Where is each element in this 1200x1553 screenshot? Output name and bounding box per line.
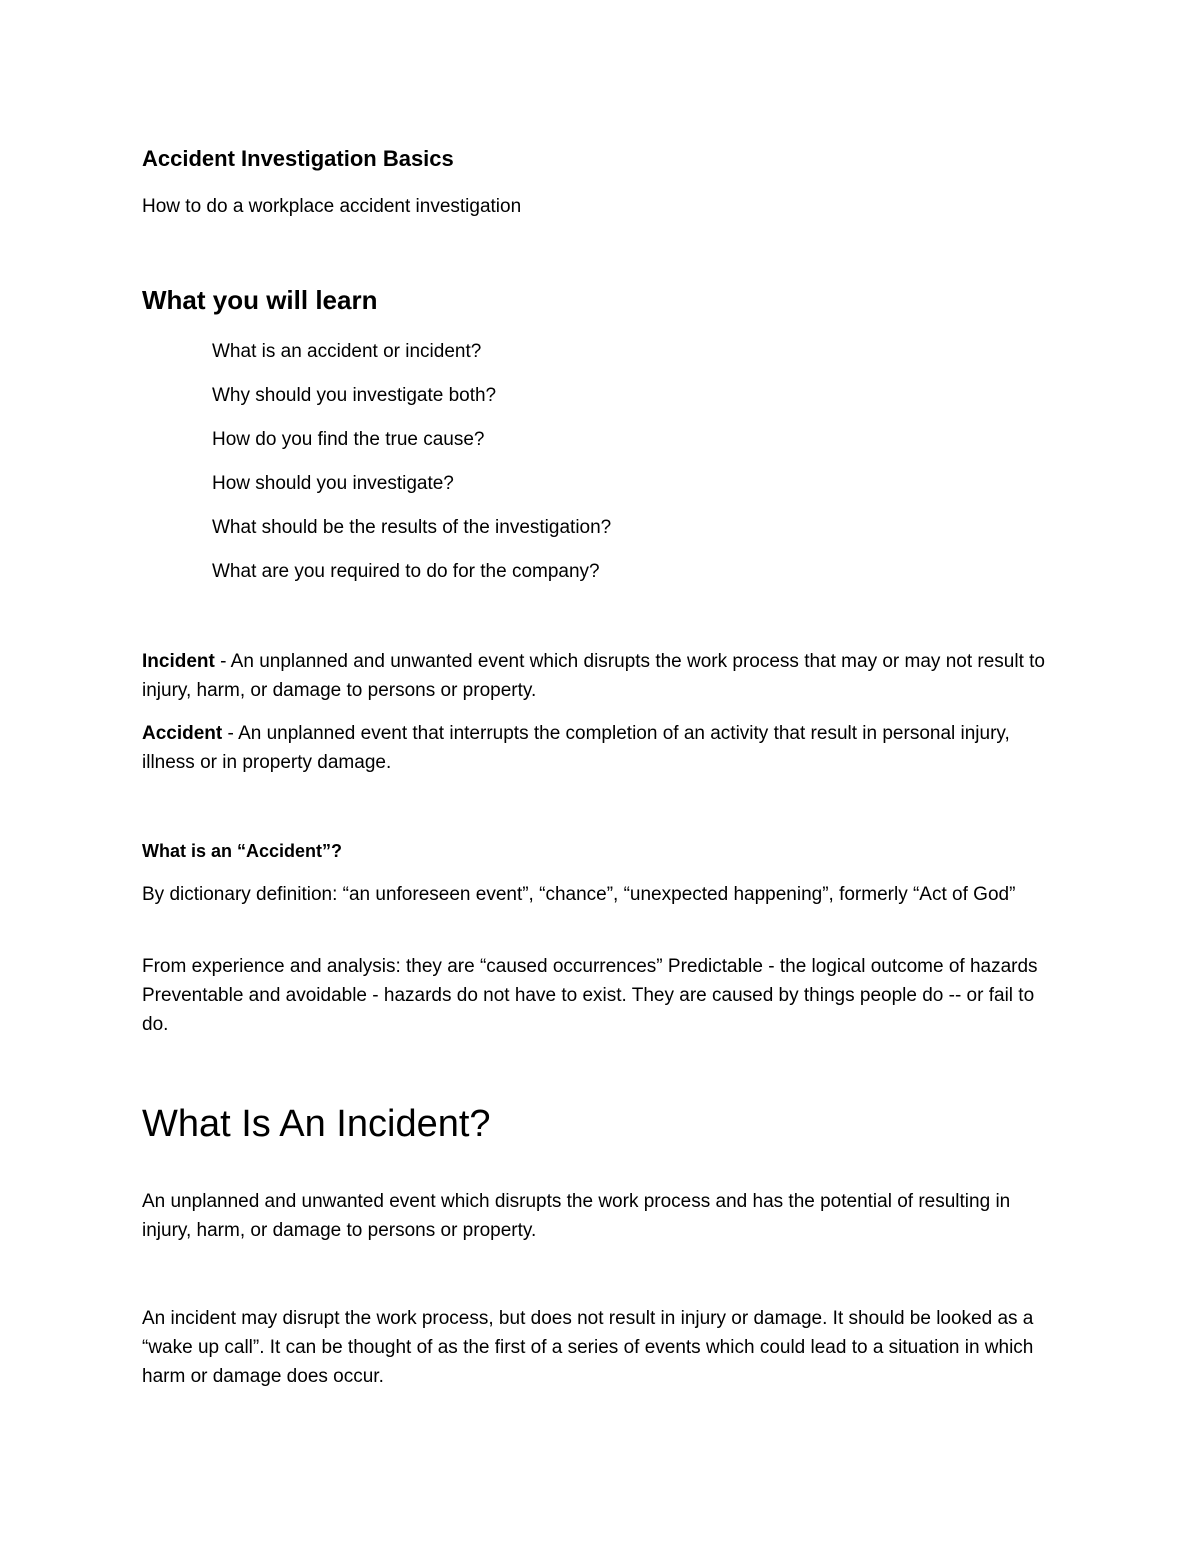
incident-definition-text: - An unplanned and unwanted event which disrupts the work process that may or may not result to injury, harm, or damage to persons or property. xyxy=(142,651,1045,701)
list-item: How do you find the true cause? xyxy=(212,429,485,450)
accident-definition-text: - An unplanned event that interrupts the completion of an activity that result in personal injury, illness or in property damage. xyxy=(142,723,1010,773)
incident-wake-up-paragraph: An incident may disrupt the work process, but does not result in injury or damage. It should be looked as a “wake up call”. It can be thought of as the first of a series of events which could lead to a situation in which harm or damage does occur. xyxy=(142,1308,1034,1387)
document-title: Accident Investigation Basics xyxy=(142,146,454,171)
list-item: How should you investigate? xyxy=(212,473,454,494)
accident-definition xyxy=(142,719,1062,777)
learn-heading: What you will learn xyxy=(142,285,378,315)
what-is-accident-heading: What is an “Accident”? xyxy=(142,841,343,861)
what-is-incident-heading: What Is An Incident? xyxy=(142,1103,491,1145)
document-subtitle: How to do a workplace accident investigation xyxy=(142,196,522,217)
list-item: Why should you investigate both? xyxy=(212,385,497,406)
learn-list xyxy=(212,338,1012,602)
experience-analysis-paragraph: From experience and analysis: they are “caused occurrences” Predictable - the logical outcome of hazards Preventable and avoidable - hazards do not have to exist. They are caused by things people do -- or fail to do. xyxy=(142,956,1038,1035)
list-item: What is an accident or incident? xyxy=(212,341,482,362)
list-item: What should be the results of the investigation? xyxy=(212,517,612,538)
incident-definition xyxy=(142,647,1062,705)
list-item: What are you required to do for the company? xyxy=(212,561,600,582)
incident-term: Incident xyxy=(142,651,215,672)
accident-term: Accident xyxy=(142,723,223,744)
incident-description-paragraph: An unplanned and unwanted event which disrupts the work process and has the potential of resulting in injury, harm, or damage to persons or property. xyxy=(142,1191,1011,1241)
dictionary-definition-paragraph: By dictionary definition: “an unforeseen event”, “chance”, “unexpected happening”, formerly “Act of God” xyxy=(142,884,1016,905)
